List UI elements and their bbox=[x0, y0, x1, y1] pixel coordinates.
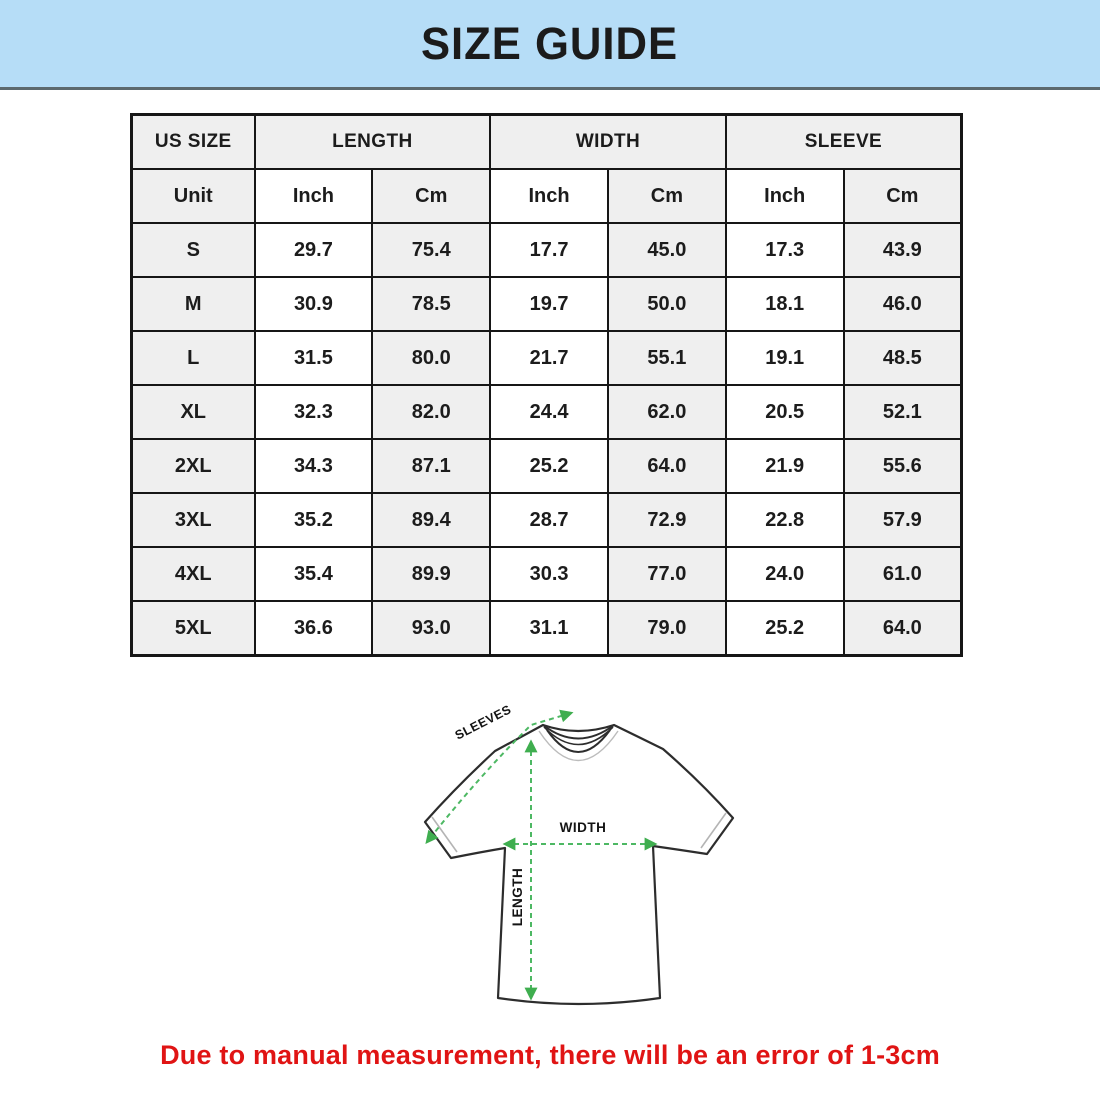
value-cell: 64.0 bbox=[844, 601, 962, 656]
value-cell: 28.7 bbox=[490, 493, 608, 547]
size-cell: 5XL bbox=[132, 601, 255, 656]
value-cell: 19.1 bbox=[726, 331, 844, 385]
size-cell: XL bbox=[132, 385, 255, 439]
unit-cm-length: Cm bbox=[372, 169, 490, 223]
size-cell: M bbox=[132, 277, 255, 331]
value-cell: 35.2 bbox=[255, 493, 373, 547]
value-cell: 64.0 bbox=[608, 439, 726, 493]
value-cell: 22.8 bbox=[726, 493, 844, 547]
column-header-width: WIDTH bbox=[490, 115, 726, 170]
size-table-container bbox=[130, 113, 963, 657]
value-cell: 55.1 bbox=[608, 331, 726, 385]
column-header-us-size: US SIZE bbox=[132, 115, 255, 170]
page-title: SIZE GUIDE bbox=[421, 17, 679, 69]
value-cell: 46.0 bbox=[844, 277, 962, 331]
group-header-row bbox=[132, 115, 962, 170]
value-cell: 80.0 bbox=[372, 331, 490, 385]
table-row-l bbox=[132, 331, 962, 385]
value-cell: 79.0 bbox=[608, 601, 726, 656]
value-cell: 24.0 bbox=[726, 547, 844, 601]
value-cell: 50.0 bbox=[608, 277, 726, 331]
value-cell: 75.4 bbox=[372, 223, 490, 277]
width-label: WIDTH bbox=[559, 820, 607, 835]
value-cell: 89.9 bbox=[372, 547, 490, 601]
value-cell: 93.0 bbox=[372, 601, 490, 656]
value-cell: 55.6 bbox=[844, 439, 962, 493]
unit-header-row bbox=[132, 169, 962, 223]
size-cell: S bbox=[132, 223, 255, 277]
value-cell: 30.9 bbox=[255, 277, 373, 331]
value-cell: 21.7 bbox=[490, 331, 608, 385]
unit-inch-length: Inch bbox=[255, 169, 373, 223]
value-cell: 36.6 bbox=[255, 601, 373, 656]
table-row-xl bbox=[132, 385, 962, 439]
value-cell: 72.9 bbox=[608, 493, 726, 547]
value-cell: 19.7 bbox=[490, 277, 608, 331]
value-cell: 61.0 bbox=[844, 547, 962, 601]
size-cell: L bbox=[132, 331, 255, 385]
unit-cm-width: Cm bbox=[608, 169, 726, 223]
value-cell: 87.1 bbox=[372, 439, 490, 493]
title-bar bbox=[0, 0, 1100, 90]
table-row-5xl bbox=[132, 601, 962, 656]
value-cell: 48.5 bbox=[844, 331, 962, 385]
column-header-sleeve: SLEEVE bbox=[726, 115, 962, 170]
size-cell: 2XL bbox=[132, 439, 255, 493]
value-cell: 43.9 bbox=[844, 223, 962, 277]
value-cell: 20.5 bbox=[726, 385, 844, 439]
value-cell: 18.1 bbox=[726, 277, 844, 331]
unit-inch-width: Inch bbox=[490, 169, 608, 223]
value-cell: 17.7 bbox=[490, 223, 608, 277]
unit-cm-sleeve: Cm bbox=[844, 169, 962, 223]
value-cell: 21.9 bbox=[726, 439, 844, 493]
unit-header: Unit bbox=[132, 169, 255, 223]
value-cell: 31.5 bbox=[255, 331, 373, 385]
value-cell: 24.4 bbox=[490, 385, 608, 439]
value-cell: 62.0 bbox=[608, 385, 726, 439]
length-label: LENGTH bbox=[510, 867, 525, 927]
value-cell: 45.0 bbox=[608, 223, 726, 277]
value-cell: 25.2 bbox=[490, 439, 608, 493]
sleeves-label: SLEEVES bbox=[452, 702, 514, 743]
measurement-note: Due to manual measurement, there will be an error of 1-3cm bbox=[160, 1040, 940, 1070]
table-row-2xl bbox=[132, 439, 962, 493]
value-cell: 31.1 bbox=[490, 601, 608, 656]
table-row-4xl bbox=[132, 547, 962, 601]
tshirt-diagram bbox=[411, 698, 743, 1026]
table-row-m bbox=[132, 277, 962, 331]
value-cell: 89.4 bbox=[372, 493, 490, 547]
value-cell: 82.0 bbox=[372, 385, 490, 439]
table-row-s bbox=[132, 223, 962, 277]
value-cell: 32.3 bbox=[255, 385, 373, 439]
tshirt-outline bbox=[425, 725, 733, 1004]
value-cell: 17.3 bbox=[726, 223, 844, 277]
column-header-length: LENGTH bbox=[255, 115, 491, 170]
value-cell: 35.4 bbox=[255, 547, 373, 601]
value-cell: 57.9 bbox=[844, 493, 962, 547]
value-cell: 77.0 bbox=[608, 547, 726, 601]
table-row-3xl bbox=[132, 493, 962, 547]
value-cell: 25.2 bbox=[726, 601, 844, 656]
value-cell: 78.5 bbox=[372, 277, 490, 331]
value-cell: 34.3 bbox=[255, 439, 373, 493]
value-cell: 52.1 bbox=[844, 385, 962, 439]
value-cell: 30.3 bbox=[490, 547, 608, 601]
size-cell: 3XL bbox=[132, 493, 255, 547]
value-cell: 29.7 bbox=[255, 223, 373, 277]
size-table bbox=[130, 113, 963, 657]
size-cell: 4XL bbox=[132, 547, 255, 601]
unit-inch-sleeve: Inch bbox=[726, 169, 844, 223]
